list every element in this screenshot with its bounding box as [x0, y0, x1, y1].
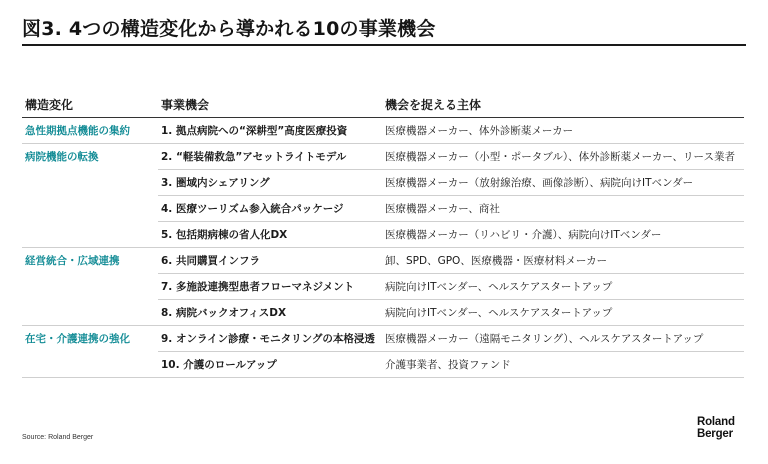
- structural-change-cell: 病院機能の転換: [22, 144, 158, 170]
- opportunity-cell: 6. 共同購買インフラ: [158, 248, 382, 274]
- header-structural-change: 構造変化: [22, 96, 158, 118]
- structural-change-cell: 急性期拠点機能の集約: [25, 125, 130, 137]
- structural-change-cell: [22, 196, 158, 222]
- table-row: [22, 222, 744, 248]
- players-cell: 医療機器メーカー（リハビリ・介護）、病院向けITベンダー: [382, 222, 744, 248]
- opportunity-cell: 5. 包括期病棟の省人化DX: [158, 222, 382, 248]
- structural-change-cell: [22, 222, 158, 248]
- structural-change-cell: 在宅・介護連携の強化: [22, 326, 158, 352]
- opportunity-cell: 8. 病院バックオフィスDX: [158, 300, 382, 326]
- opportunity-cell: 9. オンライン診療・モニタリングの本格浸透: [158, 326, 382, 352]
- structural-change-cell: [22, 300, 158, 326]
- structural-change-cell: 経営統合・広域連携: [22, 248, 158, 274]
- players-cell: 医療機器メーカー（小型・ポータブル）、体外診断薬メーカー、リース業者: [382, 144, 744, 170]
- table-row: [22, 196, 744, 222]
- source-note: Source: Roland Berger: [22, 434, 94, 441]
- table-row: [22, 248, 744, 274]
- opportunity-cell: 10. 介護のロールアップ: [158, 352, 382, 378]
- structural-change-cell: [22, 274, 158, 300]
- players-cell: 介護事業者、投資ファンド: [382, 352, 744, 378]
- table-header-row: [22, 96, 744, 118]
- players-cell: 医療機器メーカー（遠隔モニタリング）、ヘルスケアスタートアップ: [382, 326, 744, 352]
- table-row: [22, 170, 744, 196]
- logo-line-2: Berger: [697, 428, 733, 440]
- title-divider: [22, 44, 746, 46]
- table-row: [22, 326, 744, 352]
- players-cell: 医療機器メーカー、体外診断薬メーカー: [385, 125, 574, 137]
- header-business-opportunity: 事業機会: [158, 96, 382, 118]
- logo-line-1: Roland: [697, 416, 735, 428]
- structural-change-cell: [22, 352, 158, 378]
- table-row: [22, 300, 744, 326]
- structural-change-cell: [22, 170, 158, 196]
- opportunity-table: [22, 96, 744, 378]
- players-cell: 病院向けITベンダー、ヘルスケアスタートアップ: [382, 274, 744, 300]
- opportunity-cell: 2. “軽装備救急”アセットライトモデル: [158, 144, 382, 170]
- players-cell: 病院向けITベンダー、ヘルスケアスタートアップ: [382, 300, 744, 326]
- players-cell: 医療機器メーカー（放射線治療、画像診断）、病院向けITベンダー: [382, 170, 744, 196]
- table-row: [22, 274, 744, 300]
- page-title: 図3. 4つの構造変化から導かれる10の事業機会: [22, 18, 436, 40]
- opportunity-cell: 7. 多施設連携型患者フローマネジメント: [158, 274, 382, 300]
- players-cell: 医療機器メーカー、商社: [382, 196, 744, 222]
- opportunity-cell: 4. 医療ツーリズム参入統合パッケージ: [158, 196, 382, 222]
- opportunity-cell: 3. 圏域内シェアリング: [158, 170, 382, 196]
- table-row: [22, 352, 744, 378]
- table-row: [22, 144, 744, 170]
- opportunity-cell: 1. 拠点病院への“深耕型”高度医療投資: [161, 125, 348, 137]
- header-players: 機会を捉える主体: [382, 96, 744, 118]
- players-cell: 卸、SPD、GPO、医療機器・医療材料メーカー: [382, 248, 744, 274]
- table-row: [22, 118, 744, 144]
- roland-berger-logo: [697, 416, 749, 440]
